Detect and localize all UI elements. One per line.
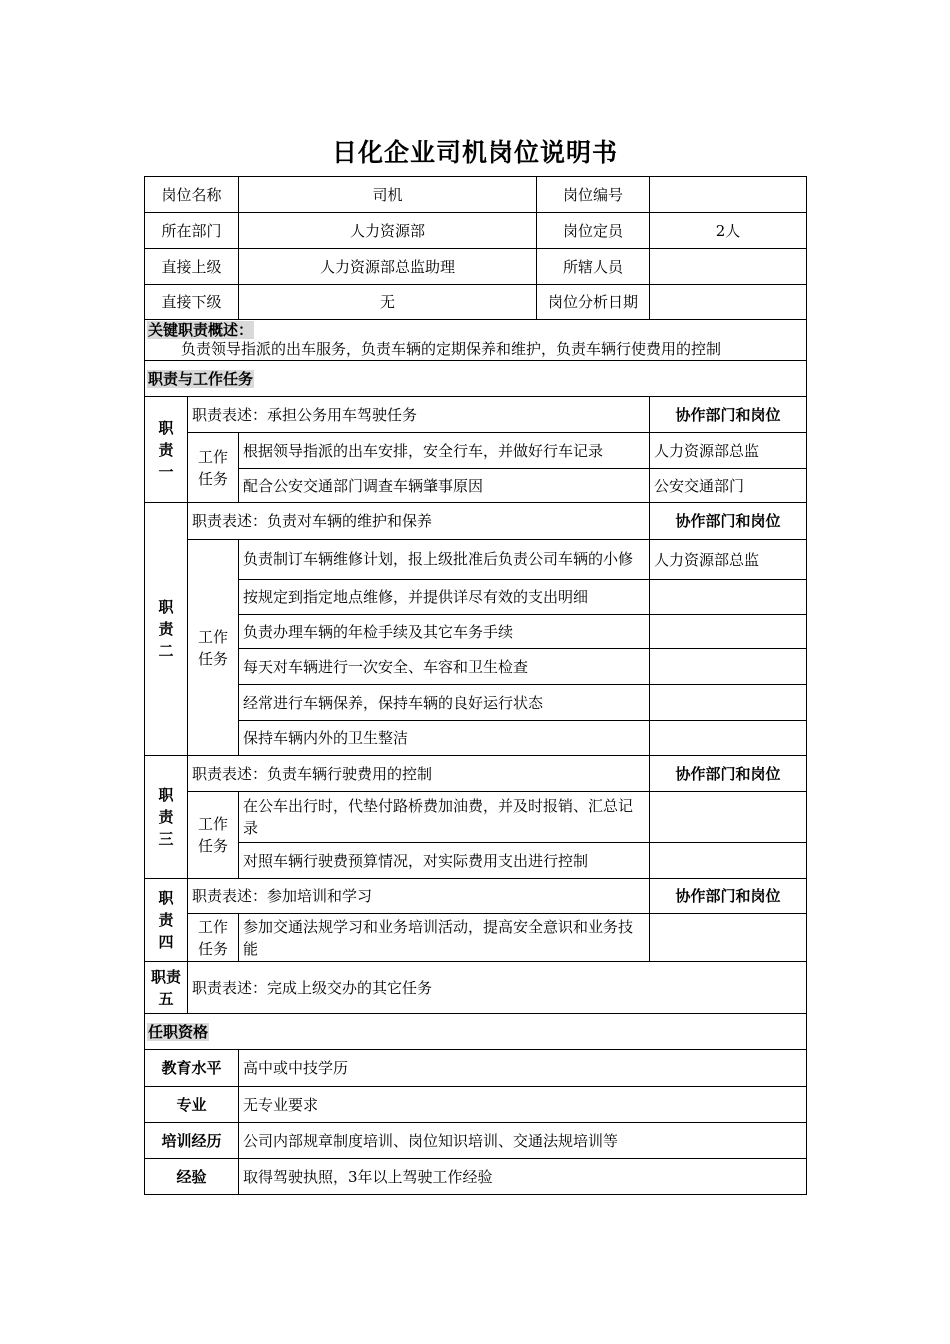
task-row bbox=[145, 469, 807, 503]
task-text: 负责办理车辆的年检手续及其它车务手续 bbox=[239, 615, 650, 649]
qualification-row bbox=[145, 1050, 807, 1087]
value-direct-subordinate: 无 bbox=[239, 285, 537, 320]
qualification-row bbox=[145, 1159, 807, 1195]
value-department: 人力资源部 bbox=[239, 213, 537, 249]
task-row bbox=[145, 685, 807, 721]
basic-row bbox=[145, 285, 807, 320]
task-row bbox=[145, 843, 807, 879]
qualification-label: 培训经历 bbox=[145, 1123, 239, 1159]
qualifications-header: 任职资格 bbox=[148, 1022, 209, 1041]
value-analysis-date bbox=[650, 285, 807, 320]
label-subordinate-staff: 所辖人员 bbox=[537, 249, 650, 285]
value-subordinate-staff bbox=[650, 249, 807, 285]
task-row bbox=[145, 792, 807, 843]
cooperate-header: 协作部门和岗位 bbox=[650, 503, 807, 540]
duty-description: 职责表述：负责对车辆的维护和保养 bbox=[188, 503, 650, 540]
task-label: 工作任务 bbox=[188, 914, 239, 962]
qualification-label: 专业 bbox=[145, 1087, 239, 1123]
job-description-table bbox=[144, 176, 807, 1195]
duty-label: 职责二 bbox=[145, 503, 188, 756]
qualification-value: 公司内部规章制度培训、岗位知识培训、交通法规培训等 bbox=[239, 1123, 807, 1159]
task-dept: 人力资源部总监 bbox=[650, 433, 807, 469]
qualification-value: 高中或中技学历 bbox=[239, 1050, 807, 1087]
task-row bbox=[145, 721, 807, 756]
duty-description: 职责表述：承担公务用车驾驶任务 bbox=[188, 397, 650, 433]
basic-row bbox=[145, 177, 807, 213]
duty-label: 职责五 bbox=[145, 962, 188, 1014]
duty-label: 职责一 bbox=[145, 397, 188, 503]
value-supervisor: 人力资源部总监助理 bbox=[239, 249, 537, 285]
label-analysis-date: 岗位分析日期 bbox=[537, 285, 650, 320]
duty-description: 职责表述：完成上级交办的其它任务 bbox=[188, 962, 807, 1014]
value-position-name: 司机 bbox=[239, 177, 537, 213]
duty-label: 职责三 bbox=[145, 756, 188, 879]
task-row bbox=[145, 433, 807, 469]
task-label: 工作任务 bbox=[188, 540, 239, 756]
page-title: 日化企业司机岗位说明书 bbox=[331, 138, 618, 167]
qualification-label: 教育水平 bbox=[145, 1050, 239, 1087]
task-text: 对照车辆行驶费预算情况，对实际费用支出进行控制 bbox=[239, 843, 650, 879]
summary-text: 负责领导指派的出车服务，负责车辆的定期保养和维护，负责车辆行使费用的控制 bbox=[181, 340, 722, 358]
label-headcount: 岗位定员 bbox=[537, 213, 650, 249]
task-text: 参加交通法规学习和业务培训活动，提高安全意识和业务技能 bbox=[239, 914, 650, 962]
task-dept bbox=[650, 685, 807, 721]
value-headcount: 2人 bbox=[650, 213, 807, 249]
duties-header: 职责与工作任务 bbox=[148, 369, 254, 388]
summary-label: 关键职责概述： bbox=[148, 321, 254, 339]
task-dept: 公安交通部门 bbox=[650, 469, 807, 503]
task-text: 配合公安交通部门调查车辆肇事原因 bbox=[239, 469, 650, 503]
cooperate-header: 协作部门和岗位 bbox=[650, 397, 807, 433]
task-text: 按规定到指定地点维修，并提供详尽有效的支出明细 bbox=[239, 580, 650, 615]
basic-row bbox=[145, 213, 807, 249]
task-dept bbox=[650, 580, 807, 615]
duty-desc-row bbox=[145, 756, 807, 792]
qualification-row bbox=[145, 1123, 807, 1159]
duty-description: 职责表述：负责车辆行驶费用的控制 bbox=[188, 756, 650, 792]
summary-row bbox=[145, 320, 807, 361]
duty-desc-row bbox=[145, 962, 807, 1014]
cooperate-header: 协作部门和岗位 bbox=[650, 756, 807, 792]
basic-row bbox=[145, 249, 807, 285]
task-dept bbox=[650, 721, 807, 756]
duty-desc-row bbox=[145, 879, 807, 914]
task-text: 经常进行车辆保养，保持车辆的良好运行状态 bbox=[239, 685, 650, 721]
task-dept bbox=[650, 843, 807, 879]
task-row bbox=[145, 914, 807, 962]
task-dept: 人力资源部总监 bbox=[650, 540, 807, 580]
qualification-value: 无专业要求 bbox=[239, 1087, 807, 1123]
task-row bbox=[145, 649, 807, 685]
label-supervisor: 直接上级 bbox=[145, 249, 239, 285]
qualification-label: 经验 bbox=[145, 1159, 239, 1195]
qualifications-header-row bbox=[145, 1014, 807, 1050]
duties-header-row bbox=[145, 361, 807, 397]
duty-desc-row bbox=[145, 503, 807, 540]
label-direct-subordinate: 直接下级 bbox=[145, 285, 239, 320]
task-dept bbox=[650, 615, 807, 649]
task-label: 工作任务 bbox=[188, 792, 239, 879]
task-text: 每天对车辆进行一次安全、车容和卫生检查 bbox=[239, 649, 650, 685]
task-text: 根据领导指派的出车安排，安全行车，并做好行车记录 bbox=[239, 433, 650, 469]
cooperate-header: 协作部门和岗位 bbox=[650, 879, 807, 914]
qualification-row bbox=[145, 1087, 807, 1123]
duty-label: 职责四 bbox=[145, 879, 188, 962]
duty-desc-row bbox=[145, 397, 807, 433]
task-row bbox=[145, 580, 807, 615]
label-department: 所在部门 bbox=[145, 213, 239, 249]
label-position-name: 岗位名称 bbox=[145, 177, 239, 213]
task-label: 工作任务 bbox=[188, 433, 239, 503]
task-text: 保持车辆内外的卫生整洁 bbox=[239, 721, 650, 756]
task-row bbox=[145, 615, 807, 649]
task-dept bbox=[650, 914, 807, 962]
task-row bbox=[145, 540, 807, 580]
duty-description: 职责表述：参加培训和学习 bbox=[188, 879, 650, 914]
value-position-code bbox=[650, 177, 807, 213]
qualification-value: 取得驾驶执照，3年以上驾驶工作经验 bbox=[239, 1159, 807, 1195]
task-text: 负责制订车辆维修计划，报上级批准后负责公司车辆的小修 bbox=[239, 540, 650, 580]
label-position-code: 岗位编号 bbox=[537, 177, 650, 213]
task-dept bbox=[650, 649, 807, 685]
task-text: 在公车出行时，代垫付路桥费加油费，并及时报销、汇总记录 bbox=[239, 792, 650, 843]
task-dept bbox=[650, 792, 807, 843]
